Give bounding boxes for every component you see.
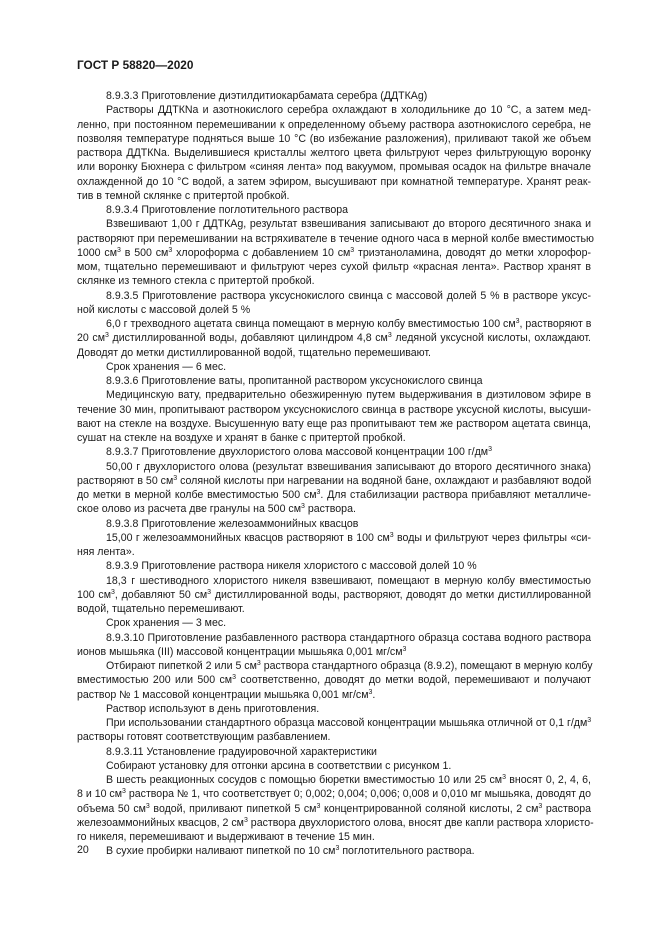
text-segment: Собирают установку для отгонки арсина в соответствии с рисунком 1.	[106, 759, 452, 772]
text-segment: го никеля, перемешивают и выдерживают в течение 15 мин.	[77, 831, 375, 843]
text-segment: сушат на стекле на воздухе и хранят в банке с притертой пробкой.	[77, 432, 406, 444]
text-segment: раствор № 1 массовой концентрации мышьяка 0,001 мг/см	[77, 688, 369, 701]
text-segment: 50,00 г двухлористого олова (результат взвешивания записывают до второго десятичного знака)	[106, 460, 591, 473]
text-segment: ленно, при постоянном перемешивании к определенному объему раствора азотнокислого серебра, не	[77, 118, 591, 131]
text-line	[77, 702, 591, 716]
text-segment: раствора № 1, что соответствует 0; 0,002; 0,004; 0,006; 0,008 и 0,010 мг мышьяка, доводят до	[125, 788, 591, 801]
text-segment: Взвешивают 1,00 г ДДТКАg, результат взвешивания записывают до второго десятичного знака и	[106, 218, 591, 231]
text-segment: , растворяют в	[519, 318, 592, 330]
text-line	[77, 773, 591, 787]
text-segment: Растворы ДДТКNa и азотнокислого серебра охлаждают в холодильнике до 10 °С, а затем мед-	[106, 104, 591, 117]
text-segment: триэтаноламина, доводят до метки хлорофор-	[354, 246, 591, 259]
text-line	[77, 246, 591, 260]
page-number: 20	[77, 844, 89, 856]
text-line	[77, 331, 591, 345]
text-line	[77, 730, 591, 744]
text-line	[77, 574, 591, 588]
text-segment: соответственно, доводят до метки водой, перемешивают и получают	[235, 674, 591, 687]
text-segment: 8.9.3.5 Приготовление раствора уксуснокислого свинца с массовой долей 5 % в растворе уксус-	[106, 289, 591, 302]
text-segment: растворяют в 50 см	[77, 474, 174, 487]
text-line	[77, 716, 591, 730]
text-segment: позволяя температуре подняться выше 10 °С (во избежание разложения), приливают такой же объем	[77, 132, 591, 145]
text-line	[77, 417, 591, 431]
text-line	[77, 203, 591, 217]
text-line	[77, 445, 591, 459]
text-segment: Срок хранения — 6 мес.	[106, 360, 227, 373]
text-segment: концентрированной соляной кислоты, 2 см	[320, 802, 539, 815]
text-segment: железоаммонийных квасцов, 2 см	[77, 816, 244, 829]
text-segment: раствора.	[304, 503, 356, 516]
text-line	[77, 460, 591, 474]
text-line	[77, 103, 591, 117]
text-segment: вносят 0, 2, 4, 6,	[506, 774, 591, 786]
superscript: 3	[316, 489, 321, 496]
text-segment: Медицинскую вату, предварительно обезжиренную путем выдерживания в диэтиловом эфире в	[106, 389, 591, 402]
text-segment: раствора	[542, 802, 592, 815]
text-segment: хлороформа с добавлением 10 см	[172, 246, 351, 259]
text-segment: В шесть реакционных сосудов с помощью бюретки вместимостью 10 или 25 см	[106, 774, 503, 786]
text-segment: 8.9.3.7 Приготовление двухлористого олова массовой концентрации 100 г/дм	[106, 446, 489, 459]
text-segment: водой, тщательно перемешивают.	[77, 603, 245, 615]
text-segment: вают на стекле на воздухе. Высушенную вату еще раз пропитывают тем же раствором ацетата свинца,	[77, 417, 591, 430]
text-segment: дистиллированной воды, растворяют, доводят до метки дистиллированной	[211, 588, 592, 601]
text-line	[77, 474, 591, 488]
superscript: 3	[350, 246, 355, 254]
text-segment: .	[372, 688, 376, 701]
text-segment: ионов мышьяка (III) массовой концентрации мышьяка 0,001 мг/см	[77, 645, 403, 658]
text-line	[77, 217, 591, 231]
text-segment: 8.9.3.3 Приготовление диэтилдитиокарбамата серебра (ДДТКАg)	[106, 90, 428, 102]
text-segment: 8.9.3.8 Приготовление железоаммонийных квасцов	[106, 517, 359, 530]
text-segment: , добавляют 50 см	[114, 588, 208, 601]
text-line	[77, 802, 591, 816]
text-segment: . Для стабилизации раствора прибавляют металличе-	[320, 489, 591, 501]
text-line	[77, 118, 591, 132]
superscript: 3	[587, 717, 592, 724]
text-line	[77, 374, 591, 388]
text-segment: тив в темной склянке с притертой пробкой.	[77, 189, 290, 202]
text-segment: 20 см	[77, 332, 105, 345]
text-line	[77, 488, 591, 502]
text-segment: 1000 см	[77, 246, 117, 259]
superscript: 3	[389, 531, 394, 539]
text-line	[77, 602, 591, 616]
superscript: 3	[515, 318, 520, 325]
superscript: 3	[256, 660, 261, 667]
superscript: 3	[117, 246, 121, 254]
text-line	[77, 388, 591, 402]
text-segment: водой, приливают пипеткой 5 см	[149, 802, 317, 815]
text-segment: объема 50 см	[77, 802, 146, 815]
text-segment: поглотительного раствора.	[339, 845, 475, 858]
text-line	[77, 688, 591, 702]
text-line	[77, 545, 591, 559]
text-line	[77, 531, 591, 545]
text-line	[77, 659, 591, 673]
text-segment: 8.9.3.4 Приготовление поглотительного раствора	[106, 204, 349, 216]
text-line	[77, 303, 591, 317]
text-line	[77, 360, 591, 374]
superscript: 3	[502, 774, 506, 781]
text-line	[77, 89, 591, 103]
text-segment: 15,00 г железоаммонийных квасцов растворяют в 100 см	[106, 531, 390, 544]
text-line	[77, 616, 591, 630]
superscript: 3	[145, 802, 150, 810]
text-line	[77, 232, 595, 246]
superscript: 3	[122, 788, 126, 796]
text-segment: до метки в мерной колбе вместимостью 500 см	[77, 489, 317, 501]
text-segment: охлажденной до 10 °С водой, а затем эфиром, высушивают при комнатной температуре. Хранят реак-	[77, 175, 591, 188]
text-segment: в 500 см	[120, 246, 169, 259]
text-line	[77, 289, 591, 303]
superscript: 3	[402, 645, 407, 653]
text-line	[77, 787, 591, 801]
text-line	[77, 844, 591, 858]
text-line	[77, 403, 591, 417]
superscript: 3	[232, 674, 236, 682]
text-line	[77, 759, 591, 773]
text-line	[77, 175, 591, 189]
superscript: 3	[387, 332, 392, 340]
superscript: 3	[368, 688, 373, 696]
text-segment: растворы готовят соответствующим разбавлением.	[77, 731, 331, 744]
text-segment: вместимостью 200 или 500 см	[77, 674, 233, 687]
text-segment: ной кислоты с массовой долей 5 %	[77, 303, 251, 316]
text-line	[77, 517, 591, 531]
superscript: 3	[243, 816, 248, 824]
text-segment: Срок хранения — 3 мес.	[106, 617, 227, 630]
text-segment: раствора стандартного образца (8.9.2), помещают в мерную колбу	[260, 660, 593, 672]
text-line	[77, 160, 591, 174]
text-line	[77, 274, 591, 288]
text-segment: 18,3 г шестиводного хлористого никеля взвешивают, помещают в мерную колбу вместимостью	[106, 574, 591, 587]
text-line	[77, 260, 591, 274]
superscript: 3	[207, 588, 212, 596]
text-line	[77, 745, 591, 759]
document-body	[77, 89, 595, 859]
text-line	[77, 431, 591, 445]
text-segment: раствора ДДТКNa. Выделившиеся кристаллы желтого цвета фильтруют через фильтрующую воронку	[77, 147, 591, 159]
superscript: 3	[173, 474, 178, 482]
text-segment: мом, тщательно перемешивают и фильтруют через сухой фильтр «красная лента». Раствор хранят в	[77, 261, 591, 273]
text-line	[77, 146, 591, 160]
text-segment: Доводят до метки дистиллированной водой, тщательно перемешивают.	[77, 346, 432, 359]
text-line	[77, 830, 591, 844]
text-line	[77, 346, 591, 360]
superscript: 3	[488, 446, 492, 454]
text-line	[77, 645, 591, 659]
text-segment: раствора двухлористого олова, вносят две капли раствора хлористо-	[247, 816, 594, 829]
superscript: 3	[335, 845, 340, 853]
text-line	[77, 559, 591, 573]
text-line	[77, 132, 591, 146]
text-segment: ское олово из расчета две гранулы на 500 см	[77, 503, 301, 516]
text-segment: или воронку Бюхнера с фильтром «синяя лента» под вакуумом, промывая осадок на фильтре вначале	[77, 161, 591, 174]
document-header: ГОСТ Р 58820—2020	[77, 58, 194, 72]
text-line	[77, 588, 591, 602]
text-segment: Отбирают пипеткой 2 или 5 см	[106, 660, 257, 672]
text-segment: 8.9.3.6 Приготовление ваты, пропитанной раствором уксуснокислого свинца	[106, 375, 483, 387]
text-line	[77, 317, 591, 331]
text-line	[77, 502, 591, 516]
text-segment: склянке из темного стекла с притертой пробкой.	[77, 275, 315, 288]
text-segment: При использовании стандартного образца массовой концентрации мышьяка отличной от 0,1 г/дм	[106, 717, 588, 729]
superscript: 3	[538, 802, 543, 810]
text-segment: 8.9.3.11 Установление градуировочной характеристики	[106, 745, 377, 758]
text-segment: воды и фильтруют через фильтры «си-	[393, 531, 591, 544]
text-line	[77, 673, 591, 687]
text-segment: дистиллированной воды, добавляют цилиндром 4,8 см	[108, 332, 388, 345]
text-segment: 100 см	[77, 588, 112, 601]
text-segment: 8.9.3.10 Приготовление разбавленного раствора стандартного образца состава водного раствора	[106, 631, 591, 644]
text-segment: течение 30 мин, пропитывают раствором уксуснокислого свинца в растворе уксусной кислоты, высуши-	[77, 403, 591, 416]
text-segment: Раствор используют в день приготовления.	[106, 702, 320, 715]
superscript: 3	[301, 503, 305, 511]
text-segment: В сухие пробирки наливают пипеткой по 10 см	[106, 845, 336, 858]
superscript: 3	[111, 588, 115, 596]
text-segment: 8.9.3.9 Приготовление раствора никеля хлористого с массовой долей 10 %	[106, 560, 477, 573]
text-segment: растворяют при перемешивании на встряхивателе в течение одного часа в мерной колбе вместимостью	[77, 232, 595, 245]
text-segment: соляной кислоты при нагревании на водяной бане, охлаждают и разбавляют водой	[177, 474, 592, 487]
superscript: 3	[316, 802, 321, 810]
text-segment: 6,0 г трехводного ацетата свинца помещают в мерную колбу вместимостью 100 см	[106, 318, 516, 330]
text-segment: ледяной уксусной кислоты, охлаждают.	[391, 332, 591, 345]
text-segment: няя лента».	[77, 546, 135, 558]
superscript: 3	[168, 246, 173, 254]
superscript: 3	[105, 332, 109, 340]
text-line	[77, 189, 591, 203]
text-line	[77, 631, 591, 645]
text-line	[77, 816, 594, 830]
text-segment: 8 и 10 см	[77, 788, 123, 801]
